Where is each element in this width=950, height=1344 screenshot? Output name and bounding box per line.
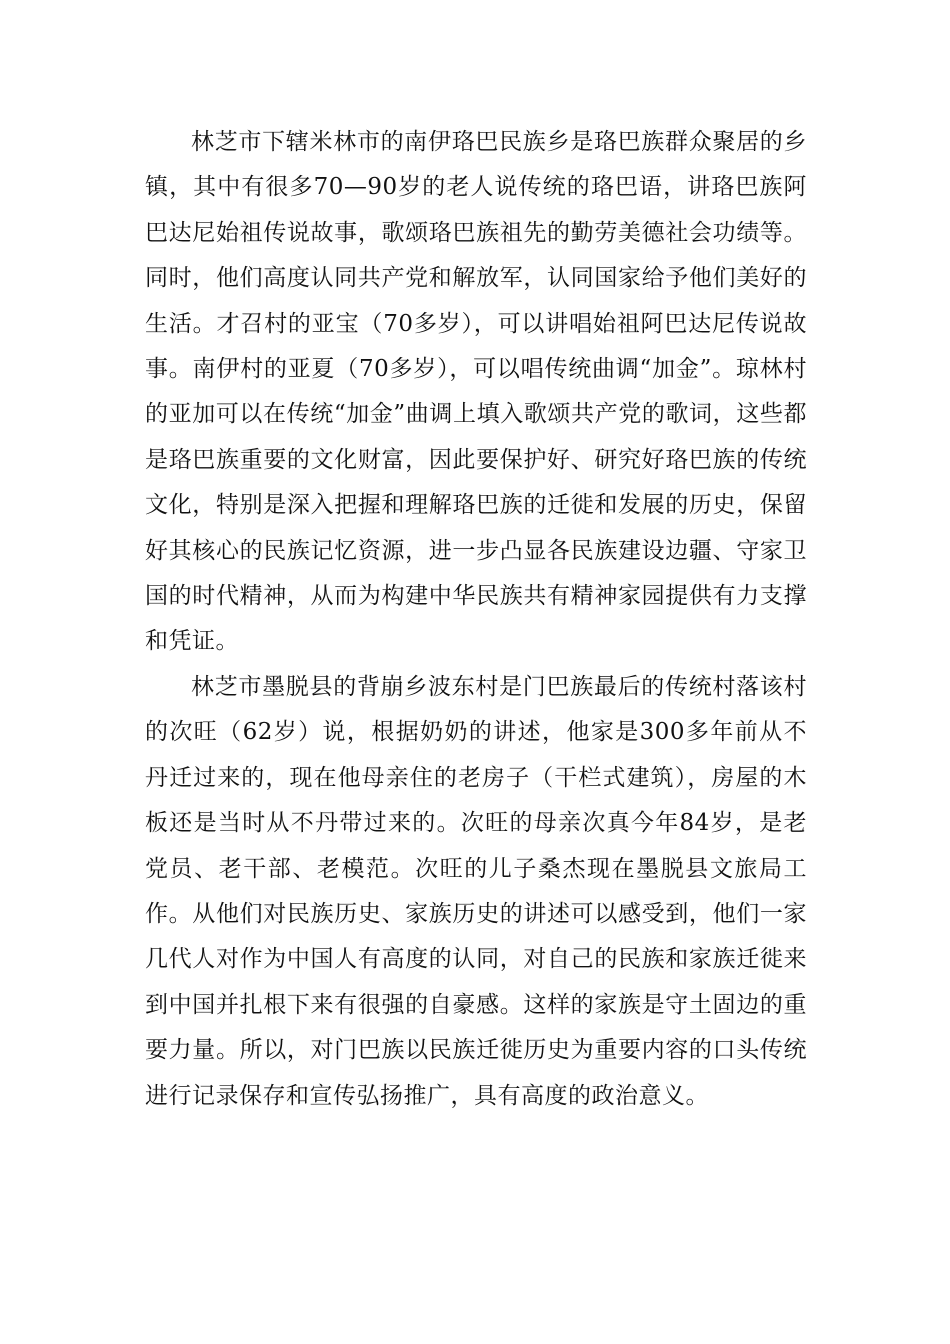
document-body xyxy=(145,120,807,1119)
paragraph-menba-village: 林芝市墨脱县的背崩乡波东村是门巴族最后的传统村落该村的次旺（62岁）说，根据奶奶的讲述，他家是300多年前从不丹迁过来的，现在他母亲住的老房子（干栏式建筑），房屋的木板还是当时从不丹带过来的。次旺的母亲次真今年84岁，是老党员、老干部、老模范。次旺的儿子桑杰现在墨脱县文旅局工作。从他们对民族历史、家族历史的讲述可以感受到，他们一家几代人对作为中国人有高度的认同，对自己的民族和家族迁徙来到中国并扎根下来有很强的自豪感。这样的家族是守土固边的重要力量。所以，对门巴族以民族迁徙历史为重要内容的口头传统进行记录保存和宣传弘扬推广，具有高度的政治意义。 xyxy=(145,673,807,1109)
paragraph-luoba-culture: 林芝市下辖米林市的南伊珞巴民族乡是珞巴族群众聚居的乡镇，其中有很多70—90岁的老人说传统的珞巴语，讲珞巴族阿巴达尼始祖传说故事，歌颂珞巴族祖先的勤劳美德社会功绩等。同时，他们高度认同共产党和解放军，认同国家给予他们美好的生活。才召村的亚宝（70多岁），可以讲唱始祖阿巴达尼传说故事。南伊村的亚夏（70多岁），可以唱传统曲调“加金”。琼林村的亚加可以在传统“加金”曲调上填入歌颂共产党的歌词，这些都是珞巴族重要的文化财富，因此要保护好、研究好珞巴族的传统文化，特别是深入把握和理解珞巴族的迁徙和发展的历史，保留好其核心的民族记忆资源，进一步凸显各民族建设边疆、守家卫国的时代精神，从而为构建中华民族共有精神家园提供有力支撑和凭证。 xyxy=(145,129,807,655)
